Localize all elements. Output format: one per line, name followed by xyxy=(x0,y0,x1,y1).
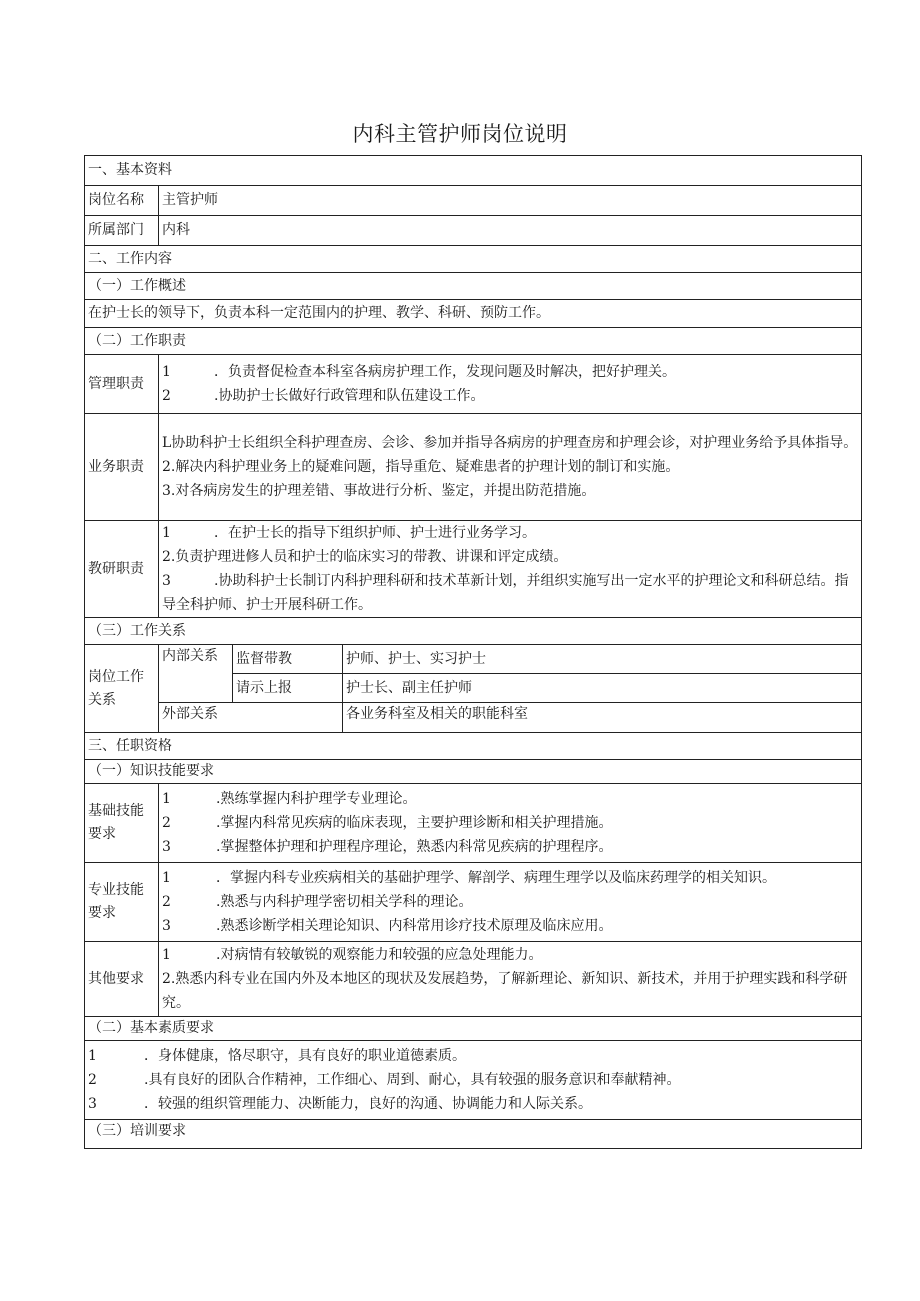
position-name-label: 岗位名称 xyxy=(85,186,159,216)
list-item: 3 ．较强的组织管理能力、决断能力，良好的沟通、协调能力和人际关系。 xyxy=(88,1096,592,1112)
other-requirements-content xyxy=(159,942,862,1017)
list-item: 3 .协助科护士长制订内科护理科研和技术革新计划，并组织实施写出一定水平的护理论文和科研总结。指导全科护师、护士开展科研工作。 xyxy=(162,573,849,613)
list-item: 1 .熟练掌握内科护理学专业理论。 xyxy=(162,791,417,807)
report-to-value: 护士长、副主任护师 xyxy=(343,674,862,703)
department-value: 内科 xyxy=(159,216,862,246)
work-overview-heading: （一）工作概述 xyxy=(85,273,862,300)
list-item: 2 .具有良好的团队合作精神，工作细心、周到、耐心，具有较强的服务意识和奉献精神。 xyxy=(88,1072,681,1088)
other-requirements-label: 其他要求 xyxy=(85,942,159,1017)
list-item: 1 ．负责督促检查本科室各病房护理工作，发现问题及时解决，把好护理关。 xyxy=(162,364,676,380)
list-item: 3 .熟悉诊断学相关理论知识、内科常用诊疗技术原理及临床应用。 xyxy=(162,918,613,934)
knowledge-skills-heading: （一）知识技能要求 xyxy=(85,760,862,784)
work-overview-text: 在护士长的领导下，负责本科一定范围内的护理、教学、科研、预防工作。 xyxy=(85,300,862,328)
management-duties-label: 管理职责 xyxy=(85,355,159,414)
basic-quality-content xyxy=(85,1041,862,1120)
list-item: 2 .熟悉与内科护理学密切相关学科的理论。 xyxy=(162,894,473,910)
work-relations-label: 岗位工作关系 xyxy=(85,645,159,733)
basic-quality-heading: （二）基本素质要求 xyxy=(85,1017,862,1041)
supervise-teach-label: 监督带教 xyxy=(233,645,343,674)
professional-skills-content xyxy=(159,863,862,942)
section-basic-info-heading: 一、基本资料 xyxy=(85,156,862,186)
department-label: 所属部门 xyxy=(85,216,159,246)
list-item: 3 .掌握整体护理和护理程序理论，熟悉内科常见疾病的护理程序。 xyxy=(162,839,613,855)
internal-relations-label: 内部关系 xyxy=(159,645,233,703)
supervise-teach-value: 护师、护士、实习护士 xyxy=(343,645,862,674)
work-duties-heading: （二）工作职责 xyxy=(85,328,862,355)
business-duties-content xyxy=(159,414,862,521)
work-relations-heading: （三）工作关系 xyxy=(85,618,862,645)
section-qualifications-heading: 三、任职资格 xyxy=(85,733,862,760)
list-item: 2 .协助护士长做好行政管理和队伍建设工作。 xyxy=(162,388,485,404)
list-item: 3.对各病房发生的护理差错、事故进行分析、鉴定，并提出防范措施。 xyxy=(162,483,596,499)
basic-skills-label: 基础技能要求 xyxy=(85,784,159,863)
list-item: L协助科护士长组织全科护理查房、会诊、参加并指导各病房的护理查房和护理会诊，对护理业务给予具体指导。 xyxy=(162,435,858,451)
section-work-content-heading: 二、工作内容 xyxy=(85,246,862,273)
list-item: 1 .对病情有较敏锐的观察能力和较强的应急处理能力。 xyxy=(162,947,543,963)
management-duties-content xyxy=(159,355,862,414)
list-item: 2.解决内科护理业务上的疑难问题，指导重危、疑难患者的护理计划的制订和实施。 xyxy=(162,459,680,475)
list-item: 2 .掌握内科常见疾病的临床表现，主要护理诊断和相关护理措施。 xyxy=(162,815,613,831)
professional-skills-label: 专业技能要求 xyxy=(85,863,159,942)
list-item: 2.熟悉内科专业在国内外及本地区的现状及发展趋势，了解新理论、新知识、新技术，并用于护理实践和科学研究。 xyxy=(162,971,848,1011)
position-name-value: 主管护师 xyxy=(159,186,862,216)
page-title: 内科主管护师岗位说明 xyxy=(352,122,568,146)
list-item: 2.负责护理进修人员和护士的临床实习的带教、讲课和评定成绩。 xyxy=(162,549,568,565)
external-relations-value: 各业务科室及相关的职能科室 xyxy=(343,703,862,733)
list-item: 1 ．身体健康，恪尽职守，具有良好的职业道德素质。 xyxy=(88,1048,466,1064)
external-relations-label: 外部关系 xyxy=(159,703,343,733)
teaching-research-duties-label: 教研职责 xyxy=(85,521,159,618)
basic-skills-content xyxy=(159,784,862,863)
report-to-label: 请示上报 xyxy=(233,674,343,703)
list-item: 1 ．在护士长的指导下组织护师、护士进行业务学习。 xyxy=(162,525,536,541)
job-description-table xyxy=(84,155,862,1149)
business-duties-label: 业务职责 xyxy=(85,414,159,521)
teaching-research-duties-content xyxy=(159,521,862,618)
training-requirements-heading: （三）培训要求 xyxy=(85,1120,862,1149)
list-item: 1 ．掌握内科专业疾病相关的基础护理学、解剖学、病理生理学以及临床药理学的相关知识。 xyxy=(162,870,776,886)
